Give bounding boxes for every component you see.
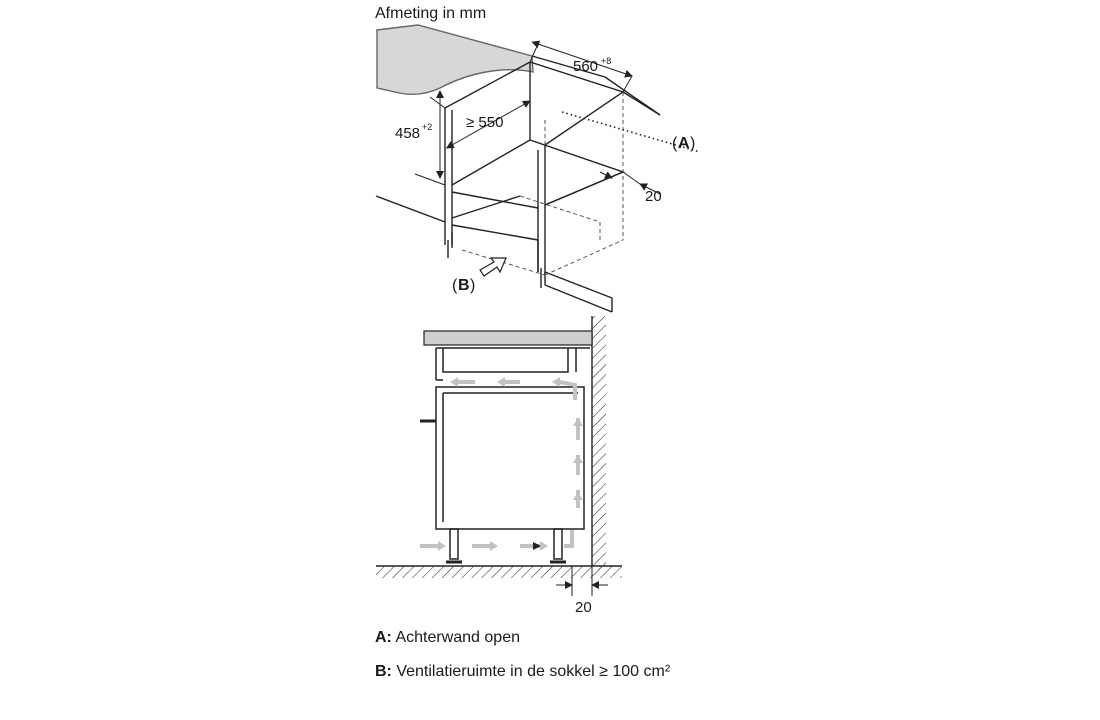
side-section-drawing — [376, 316, 622, 616]
marker-b-letter: B — [458, 277, 470, 294]
marker-a-open-paren: ( — [672, 135, 678, 152]
niche-right-panel — [538, 145, 545, 275]
legend-key-b: B: — [375, 663, 392, 680]
countertop — [377, 25, 533, 94]
marker-a-letter: A — [678, 135, 690, 152]
height-tolerance: +2 — [422, 122, 433, 132]
depth-value: ≥ 550 — [466, 114, 504, 131]
legend-item-b — [375, 662, 670, 682]
floor-gap-value: 20 — [575, 599, 592, 616]
back-wall — [592, 316, 606, 570]
marker-b-close-paren: ) — [470, 277, 476, 294]
legend-text-b: Ventilatieruimte in de sokkel ≥ 100 cm² — [396, 663, 671, 680]
isometric-niche-drawing — [376, 25, 700, 312]
back-gap-value: 20 — [645, 188, 662, 205]
diagram-title: Afmeting in mm — [375, 5, 487, 22]
legend-text-a: Achterwand open — [395, 629, 520, 646]
niche-left-panel — [445, 108, 452, 245]
height-value: 458 — [395, 125, 421, 142]
legend-key-a: A: — [375, 629, 392, 646]
width-value: 560 — [573, 58, 599, 75]
floor — [376, 566, 622, 578]
marker-b-open-paren: ( — [452, 277, 458, 294]
section-countertop — [424, 331, 592, 345]
section-drawer — [436, 348, 576, 380]
section-oven-body — [436, 387, 584, 529]
legend-item-a — [375, 628, 520, 648]
width-tolerance: +8 — [601, 56, 612, 66]
plinth-vent-arrow — [480, 258, 506, 276]
marker-a-close-paren: ) — [690, 135, 696, 152]
